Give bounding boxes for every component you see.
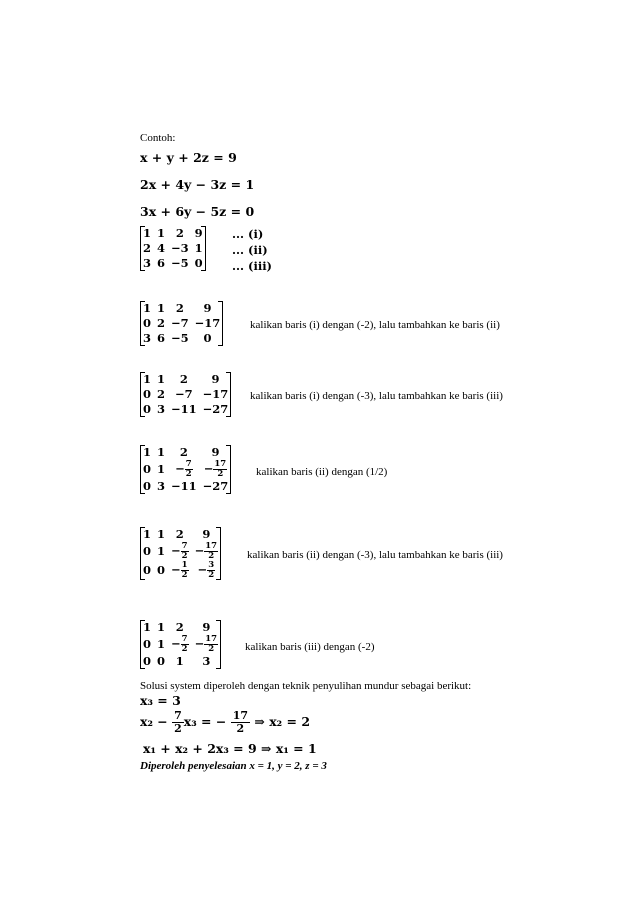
cell: 0 (143, 402, 152, 416)
cell: 0 (157, 654, 166, 668)
step-4-note: kalikan baris (ii) dengan (-3), lalu tambahkan ke baris (iii) (247, 549, 503, 561)
cell: −27 (202, 479, 229, 493)
x2-lhs-b: x₃ = − (183, 714, 227, 729)
cell: 1 (143, 445, 152, 459)
cell: 1 (157, 462, 166, 476)
cell: 0 (157, 563, 166, 577)
cell-fraction: − $\frac{17}{2}$ (203, 459, 227, 479)
conclusion: Diperoleh penyelesaian x = 1, y = 2, z = 3 (140, 760, 327, 772)
cell: −11 (171, 479, 197, 493)
cell: 1 (143, 527, 152, 541)
cell: 2 (175, 620, 184, 634)
cell: 0 (143, 637, 152, 651)
cell: 1 (194, 241, 203, 255)
row-label-iii: ... (iii) (232, 259, 273, 273)
x2-rhs-num: 17 (232, 709, 249, 722)
cell: −5 (171, 256, 189, 270)
cell: 3 (157, 402, 166, 416)
x2-lhs-a: x₂ − (140, 714, 168, 729)
cell: 1 (157, 527, 166, 541)
cell: −5 (171, 331, 189, 345)
x2-fraction (172, 710, 184, 735)
cell: 1 (157, 301, 166, 315)
cell: 2 (175, 527, 184, 541)
cell: −3 (171, 241, 189, 255)
x2-result: ⇒ x₂ = 2 (254, 714, 311, 729)
cell: 0 (143, 462, 152, 476)
equation-1: x + y + 2z = 9 (140, 150, 237, 165)
cell: 0 (143, 316, 152, 330)
cell: −17 (202, 387, 229, 401)
cell: 2 (179, 445, 188, 459)
equation-2-rhs: 1 (245, 177, 255, 192)
cell: 0 (143, 654, 152, 668)
back-sub-x2 (140, 710, 310, 735)
cell: 0 (194, 256, 203, 270)
equation-3: 3x + 6y − 5z = 0 (140, 204, 255, 219)
cell: −27 (202, 402, 229, 416)
equation-2-lhs: 2x + 4y − 3z (140, 177, 227, 192)
cell: 1 (157, 637, 166, 651)
step-3-note: kalikan baris (ii) dengan (1/2) (256, 466, 388, 478)
cell: 1 (143, 301, 152, 315)
cell: 6 (157, 256, 166, 270)
cell-fraction: − $\frac{17}{2}$ (194, 541, 218, 561)
cell-fraction: − $\frac{1}{2}$ (171, 560, 188, 580)
cell: 1 (143, 372, 152, 386)
cell: 0 (203, 331, 212, 345)
cell: 2 (179, 372, 188, 386)
cell: 1 (143, 620, 152, 634)
cell: 1 (157, 226, 166, 240)
cell-fraction: − $\frac{7}{2}$ (171, 634, 188, 654)
equation-1-lhs: x + y + 2z (140, 150, 209, 165)
cell: 9 (202, 620, 211, 634)
cell: −17 (194, 316, 221, 330)
augmented-matrix (140, 226, 206, 271)
cell: 9 (203, 301, 212, 315)
cell: 1 (157, 544, 166, 558)
equation-2: 2x + 4y − 3z = 1 (140, 177, 255, 192)
example-heading: Contoh: (140, 132, 176, 144)
cell: 3 (143, 256, 152, 270)
cell-fraction: − $\frac{7}{2}$ (175, 459, 192, 479)
back-sub-x1: x₁ + x₂ + 2x₃ = 9 ⇒ x₁ = 1 (143, 741, 317, 756)
cell-fraction: − $\frac{7}{2}$ (171, 541, 188, 561)
step-2-matrix (140, 372, 231, 417)
equation-3-lhs: 3x + 6y − 5z (140, 204, 227, 219)
cell: 2 (157, 316, 166, 330)
cell-fraction: − $\frac{3}{2}$ (197, 560, 215, 580)
cell: 1 (157, 372, 166, 386)
cell: 0 (143, 387, 152, 401)
cell: 1 (157, 620, 166, 634)
step-5-note: kalikan baris (iii) dengan (-2) (245, 641, 375, 653)
cell: 9 (194, 226, 203, 240)
x2-frac-den: 2 (174, 722, 182, 735)
step-4-matrix (140, 527, 221, 580)
equation-1-rhs: 9 (228, 150, 237, 165)
row-label-i: ... (i) (232, 227, 264, 241)
cell: 0 (143, 479, 152, 493)
step-1-matrix (140, 301, 223, 346)
cell: 2 (175, 226, 184, 240)
cell: 0 (143, 544, 152, 558)
cell: 4 (157, 241, 166, 255)
cell: 2 (143, 241, 152, 255)
cell: −7 (175, 387, 193, 401)
cell: 1 (157, 445, 166, 459)
cell: 9 (211, 372, 220, 386)
step-3-matrix (140, 445, 231, 494)
x2-frac-num: 7 (174, 709, 182, 722)
cell: 9 (211, 445, 220, 459)
row-labels (232, 226, 272, 274)
cell: 3 (157, 479, 166, 493)
solution-intro: Solusi system diperoleh dengan teknik penyulihan mundur sebagai berikut: (140, 680, 472, 692)
cell: 3 (202, 654, 211, 668)
step-5-matrix (140, 620, 221, 669)
cell: −7 (171, 316, 189, 330)
cell: −11 (171, 402, 197, 416)
back-sub-x3: x₃ = 3 (140, 693, 181, 708)
cell: 3 (143, 331, 152, 345)
x2-rhs-den: 2 (236, 722, 245, 735)
cell: 1 (143, 226, 152, 240)
step-1-note: kalikan baris (i) dengan (-2), lalu tambahkan ke baris (ii) (250, 319, 500, 331)
cell: 2 (157, 387, 166, 401)
cell: 9 (202, 527, 211, 541)
cell: 6 (157, 331, 166, 345)
cell: 2 (175, 301, 184, 315)
cell-fraction: − $\frac{17}{2}$ (194, 634, 218, 654)
x2-rhs-fraction (231, 710, 250, 735)
step-2-note: kalikan baris (i) dengan (-3), lalu tambahkan ke baris (iii) (250, 390, 503, 402)
row-label-ii: ... (ii) (232, 243, 268, 257)
cell: 0 (143, 563, 152, 577)
equation-3-rhs: 0 (245, 204, 255, 219)
cell: 1 (175, 654, 184, 668)
